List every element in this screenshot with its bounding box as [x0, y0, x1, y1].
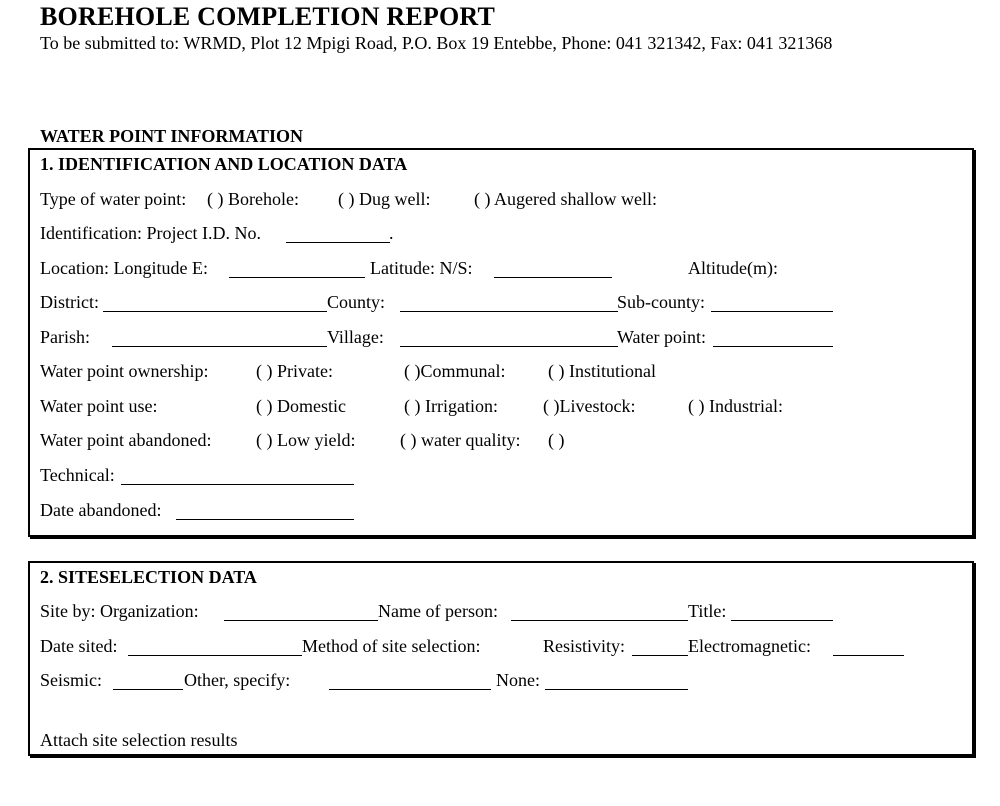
livestock-option[interactable]: ( )Livestock: [543, 396, 636, 416]
technical-field[interactable] [121, 484, 354, 485]
site-by-organization-label: Site by: Organization: [40, 601, 199, 621]
county-field[interactable] [400, 311, 618, 312]
abandoned-label: Water point abandoned: [40, 430, 212, 450]
abandoned-other-option[interactable]: ( ) [548, 430, 565, 450]
latitude-field[interactable] [494, 277, 612, 278]
village-label: Village: [327, 327, 384, 347]
latitude-label: Latitude: N/S: [370, 258, 473, 278]
irrigation-option[interactable]: ( ) Irrigation: [404, 396, 498, 416]
subcounty-label: Sub-county: [617, 292, 705, 312]
submission-address: To be submitted to: WRMD, Plot 12 Mpigi Road, P.O. Box 19 Entebbe, Phone: 041 321342, Fax: 041 321368 [40, 33, 833, 53]
organization-field[interactable] [224, 620, 378, 621]
village-field[interactable] [400, 346, 618, 347]
water-quality-option[interactable]: ( ) water quality: [400, 430, 521, 450]
private-option[interactable]: ( ) Private: [256, 361, 333, 381]
none-label: None: [496, 670, 540, 690]
water-point-information-heading: WATER POINT INFORMATION [40, 126, 304, 146]
none-field[interactable] [545, 689, 688, 690]
district-field[interactable] [103, 311, 327, 312]
communal-option[interactable]: ( )Communal: [404, 361, 506, 381]
water-point-label: Water point: [617, 327, 707, 347]
method-of-site-selection-label: Method of site selection: [302, 636, 481, 656]
county-label: County: [327, 292, 386, 312]
date-abandoned-label: Date abandoned: [40, 500, 162, 520]
seismic-field[interactable] [113, 689, 183, 690]
date-sited-label: Date sited: [40, 636, 118, 656]
name-of-person-label: Name of person: [378, 601, 498, 621]
title-label: Title: [688, 601, 727, 621]
title-field[interactable] [731, 620, 833, 621]
section2-heading: 2. SITESELECTION DATA [40, 567, 257, 587]
electromagnetic-field[interactable] [833, 655, 904, 656]
longitude-field[interactable] [229, 277, 365, 278]
identification-label: Identification: Project I.D. No. [40, 223, 261, 243]
technical-label: Technical: [40, 465, 115, 485]
subcounty-field[interactable] [711, 311, 833, 312]
dug-well-option[interactable]: ( ) Dug well: [338, 189, 431, 209]
project-id-field[interactable] [286, 242, 390, 243]
altitude-label: Altitude(m): [688, 258, 778, 278]
district-label: District: [40, 292, 99, 312]
parish-label: Parish: [40, 327, 91, 347]
domestic-option[interactable]: ( ) Domestic [256, 396, 346, 416]
section1-heading: 1. IDENTIFICATION AND LOCATION DATA [40, 154, 408, 174]
report-title: BOREHOLE COMPLETION REPORT [40, 2, 496, 31]
other-specify-field[interactable] [329, 689, 491, 690]
electromagnetic-label: Electromagnetic: [688, 636, 811, 656]
name-of-person-field[interactable] [511, 620, 688, 621]
location-longitude-label: Location: Longitude E: [40, 258, 208, 278]
institutional-option[interactable]: ( ) Institutional [548, 361, 656, 381]
ownership-label: Water point ownership: [40, 361, 209, 381]
other-specify-label: Other, specify: [184, 670, 291, 690]
borehole-option[interactable]: ( ) Borehole: [207, 189, 299, 209]
date-abandoned-field[interactable] [176, 519, 354, 520]
parish-field[interactable] [112, 346, 327, 347]
low-yield-option[interactable]: ( ) Low yield: [256, 430, 356, 450]
augered-shallow-well-option[interactable]: ( ) Augered shallow well: [474, 189, 657, 209]
water-point-field[interactable] [713, 346, 833, 347]
resistivity-label: Resistivity: [543, 636, 626, 656]
resistivity-field[interactable] [632, 655, 688, 656]
site-selection-section [28, 561, 974, 756]
industrial-option[interactable]: ( ) Industrial: [688, 396, 783, 416]
attach-results-note: Attach site selection results [40, 730, 238, 750]
date-sited-field[interactable] [128, 655, 302, 656]
water-point-use-label: Water point use: [40, 396, 158, 416]
type-of-water-point-label: Type of water point: [40, 189, 187, 209]
seismic-label: Seismic: [40, 670, 102, 690]
identification-dot: . [389, 223, 394, 243]
